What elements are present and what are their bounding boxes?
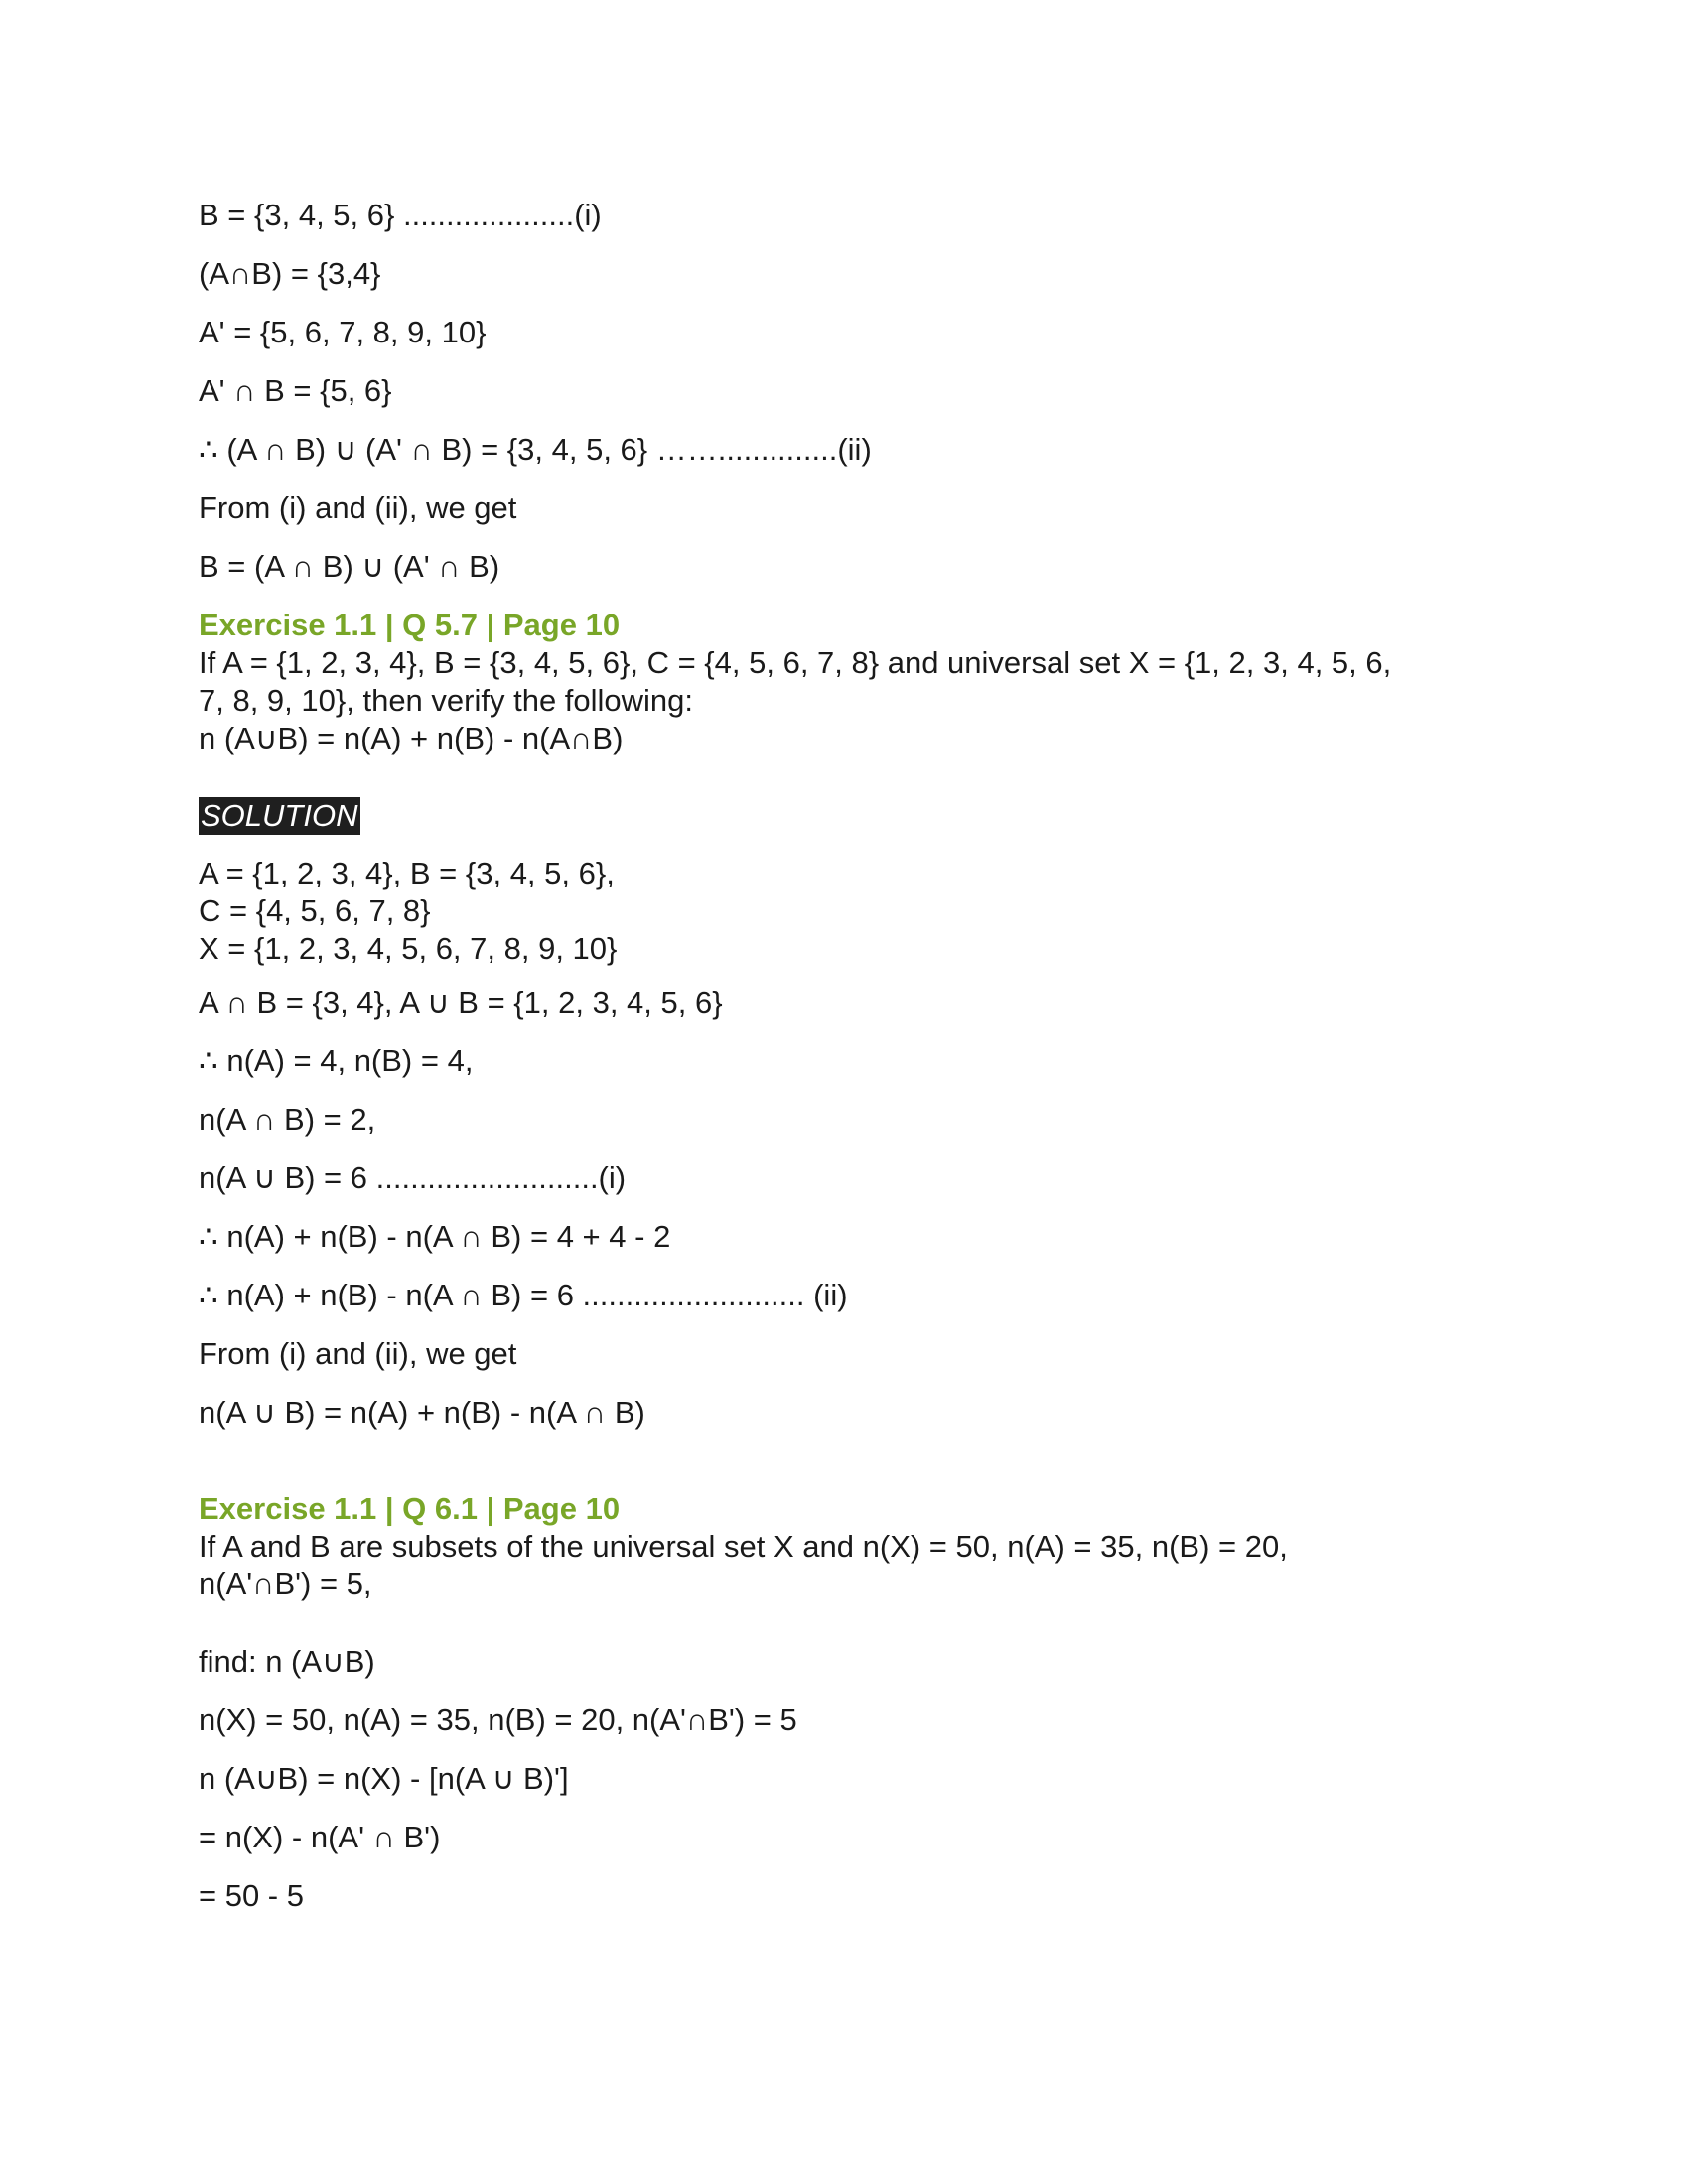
- math-line: = 50 - 5: [199, 1878, 304, 1913]
- math-line: n(A ∪ B) = 6 ..........................(i): [199, 1160, 627, 1195]
- exercise-section: [199, 1490, 1509, 1915]
- proof-block: [199, 197, 1509, 586]
- exercise-heading: Exercise 1.1 | Q 5.7 | Page 10: [199, 608, 621, 642]
- given-line: A = {1, 2, 3, 4}, B = {3, 4, 5, 6},: [199, 856, 615, 890]
- math-line: B = (A ∩ B) ∪ (A' ∩ B): [199, 549, 500, 584]
- question-line: If A and B are subsets of the universal set X and n(X) = 50, n(A) = 35, n(B) = 20,: [199, 1529, 1288, 1564]
- question-line: If A = {1, 2, 3, 4}, B = {3, 4, 5, 6}, C = {4, 5, 6, 7, 8} and universal set X = {1, 2, 3, 4, 5, 6,: [199, 645, 1392, 680]
- math-line: A ∩ B = {3, 4}, A ∪ B = {1, 2, 3, 4, 5, 6}: [199, 985, 723, 1020]
- math-line: n (A∪B) = n(X) - [n(A ∪ B)']: [199, 1761, 569, 1796]
- math-line: find: n (A∪B): [199, 1644, 375, 1679]
- math-line: ∴ (A ∩ B) ∪ (A' ∩ B) = {3, 4, 5, 6} ……..............(ii): [199, 432, 872, 467]
- math-line: n(X) = 50, n(A) = 35, n(B) = 20, n(A'∩B') = 5: [199, 1703, 797, 1737]
- question-line: n(A'∩B') = 5,: [199, 1567, 372, 1601]
- math-line: n(A ∪ B) = n(A) + n(B) - n(A ∩ B): [199, 1395, 645, 1430]
- math-line: A' = {5, 6, 7, 8, 9, 10}: [199, 315, 487, 349]
- math-line: B = {3, 4, 5, 6} ....................(i): [199, 198, 602, 232]
- solution-label: SOLUTION: [199, 797, 360, 835]
- question-line: 7, 8, 9, 10}, then verify the following:: [199, 683, 694, 718]
- question-line: n (A∪B) = n(A) + n(B) - n(A∩B): [199, 721, 624, 755]
- exercise-section: [199, 607, 1509, 1432]
- math-line: ∴ n(A) + n(B) - n(A ∩ B) = 4 + 4 - 2: [199, 1219, 671, 1254]
- math-line: = n(X) - n(A' ∩ B'): [199, 1820, 441, 1854]
- given-line: C = {4, 5, 6, 7, 8}: [199, 893, 431, 928]
- math-line: From (i) and (ii), we get: [199, 490, 517, 525]
- document-page: [199, 197, 1509, 1915]
- given-line: X = {1, 2, 3, 4, 5, 6, 7, 8, 9, 10}: [199, 931, 618, 966]
- math-line: n(A ∩ B) = 2,: [199, 1102, 376, 1137]
- math-line: (A∩B) = {3,4}: [199, 256, 381, 291]
- math-line: ∴ n(A) = 4, n(B) = 4,: [199, 1043, 474, 1078]
- math-line: A' ∩ B = {5, 6}: [199, 373, 392, 408]
- math-line: From (i) and (ii), we get: [199, 1336, 517, 1371]
- math-line: ∴ n(A) + n(B) - n(A ∩ B) = 6 .......................... (ii): [199, 1278, 848, 1312]
- exercise-heading: Exercise 1.1 | Q 6.1 | Page 10: [199, 1491, 621, 1526]
